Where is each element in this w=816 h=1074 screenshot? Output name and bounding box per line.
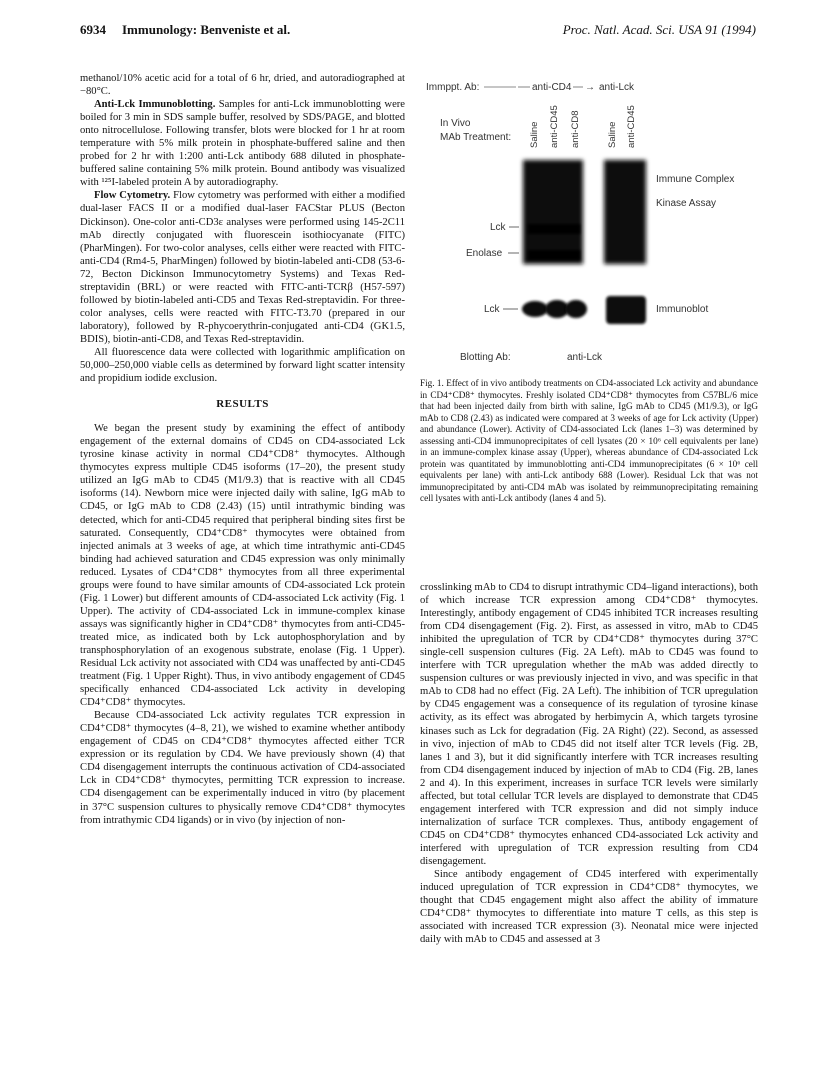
journal-citation: Proc. Natl. Acad. Sci. USA 91 (1994) [562,22,756,37]
paragraph-flow-cytometry [80,189,405,346]
paragraph-fluorescence: All fluorescence data were collected with logarithmic amplification on 50,000–250,000 viable cells as determined by forward light scatter intensity and propidium iodide exclusion. [80,346,405,385]
blot-band-3 [565,300,587,318]
immppt-anti-lck: anti-Lck [599,82,635,93]
lck-band-upper [528,224,580,234]
lck-label-lower: Lck [484,304,500,315]
lane-label-1: Saline [529,121,540,148]
paragraph-methods-end: methanol/10% acetic acid for a total of 6 hr, dried, and autoradiographed at −80°C. [80,73,405,98]
kinase-assay-gel [523,160,646,264]
kinase-assay-label-2: Kinase Assay [656,198,717,209]
treatment-label-line1: In Vivo [440,118,471,129]
right-column [420,581,758,946]
enolase-band [528,250,580,260]
blot-band-4-5 [606,296,646,324]
kinase-lanes-4-5 [604,160,646,264]
page-number: 6934 [80,22,106,37]
immunoblot-label: Immunoblot [656,304,709,315]
caption-lead: Fig. 1. [420,378,444,388]
section-title: Immunology: Benveniste et al. [122,22,291,37]
lane-label-4: Saline [607,121,618,148]
paragraph-immunoblotting [80,98,405,189]
lane-label-5: anti-CD45 [626,105,637,148]
kinase-lanes-1-3 [523,160,583,264]
paragraph-results-2: Because CD4-associated Lck activity regulates TCR expression in CD4⁺CD8⁺ thymocytes (4–8, 21), we wished to examine whether antibody engagement of CD45 on CD4⁺CD8⁺ thymocytes affected either TCR expression or its regulation by CD4. We have previously shown (4) that CD4 disengagement interrupts the continuous activation of CD4-associated Lck in CD4⁺CD8⁺ thymocytes, permitting TCR expression to increase. CD4 disengagement can be experimentally induced in vitro (by placement in 37°C suspension cultures to physically remove CD4⁺CD8⁺ thymocytes from intrathymic CD4 ligands) or in vivo (by injection of non- [80,710,405,826]
blotting-ab-label: Blotting Ab: [460,352,511,363]
immunoblot-gel [522,296,646,324]
immunoblotting-text: Samples for anti-Lck immunoblotting were boiled for 3 min in SDS sample buffer, resolved by SDS/PAGE, and blotted onto nitrocellulose. Following transfer, blots were blocked for 1 hr at room temperature with 5% milk protein in phosphate-buffered saline and then probed for 2 hr with 1:200 anti-Lck antibody 688 diluted in phosphate-buffered saline containing 5% milk protein. Bound antibody was visualized with ¹²⁵I-labeled protein A by autoradiography. [80,99,406,189]
kinase-assay-label-1: Immune Complex [656,174,735,185]
enolase-label: Enolase [466,248,503,259]
immppt-anti-cd4: anti-CD4 [532,82,572,93]
runin-heading-flow-cytometry: Flow Cytometry. [94,190,171,202]
caption-text: Effect of in vivo antibody treatments on CD4-associated Lck activity and abundance in CD4⁺CD8⁺ thymocytes. Freshly isolated CD4⁺CD8⁺ thymocytes from C57BL/6 mice that had been injected daily from birth with saline, IgG mAb to CD45 (M1/9.3), or IgG mAb to CD8 (2.43) as indicated were compared at 3 weeks of age for Lck activity (Upper) and abundance (Lower). Activity of CD4-associated Lck (lanes 1–3) was determined by assessing anti-CD4 immunoprecipitates of cell lysates (20 × 10⁶ cell equivalents per lane) in an immune-complex kinase assay (Upper), whereas abundance of CD4-associated Lck protein was quantitated by immunoblotting anti-CD4 immunoprecipitates (6 × 10⁶ cell equivalents per lane) with anti-Lck antibody 688 (Lower). Residual Lck that was not immunoprecipitated by anti-CD4 mAb was isolated by reimmunoprecipitating remaining cell lysates with anti-Lck antibody (lanes 4 and 5). [420,378,758,503]
lane-label-2: anti-CD45 [549,105,560,148]
figure-1-gel [420,72,758,372]
flow-cytometry-text: Flow cytometry was performed with either a modified dual-laser FACS II or a modified dual-laser FACStar PLUS (Becton Dickinson). One-color anti-CD3ε analyses were performed using 145-2C11 mAb directly conjugated with fluorescein isothiocyanate (FITC) (PharMingen). For two-color analyses, cells either were reacted with FITC-anti-CD4 (Rm4-5, PharMingen) followed by biotin-labeled anti-CD8 (53-6-72, Becton Dickinson Immunocytometry Systems) and Texas Red-streptavidin (BRL) or were reacted with FITC-anti-TCRβ (H57-597) followed by biotin-labeled anti-CD5 and Texas Red-streptavidin. For three-color analyses, cells were reacted with FITC-T3.70 (prepared in our laboratory), followed by R-phycoerythrin-conjugated anti-CD4 (GK1.5, BDIS), biotin-anti-CD8, and Texas Red-streptavidin. [80,190,405,345]
figure-1 [420,72,758,372]
treatment-label-line2: MAb Treatment: [440,132,512,143]
paragraph-right-1: crosslinking mAb to CD4 to disrupt intrathymic CD4–ligand interactions), both of which increase TCR expression among CD4⁺CD8⁺ thymocytes. Interestingly, antibody engagement of CD45 inhibited TCR increases resulting from CD4 disengagement (Fig. 2). First, as assessed in vitro, mAb to CD45 inhibited the upregulation of TCR by CD4⁺CD8⁺ thymocytes during 37°C single-cell suspension cultures (Fig. 2A Left). mAb to CD45 was found to interfere with TCR upregulation whether the mAb was added directly to suspension cultures or was previously injected in vivo, and was specific in that mAb to CD8 had no effect (Fig. 2A Left). The inhibition of TCR upregulation by CD45 engagement was a consequence of its regulation of tyrosine kinase activity, as its effect was abrogated by herbimycin A, which targets tyrosine kinases such as Lck for degradation (Fig. 2A Right) (22). Second, as assessed in vivo, injection of mAb to CD45 did not itself alter TCR levels (Fig. 2B, lanes 1 and 3), but it did significantly interfere with TCR increases resulting from CD4 disengagement induced by injection of mAb to CD4 (Fig. 2B, lanes 2 and 4). In this experiment, increases in surface TCR levels were similarly affected, but total cellular TCR levels are displayed to demonstrate that CD45 engagement interfered with TCR expression and did not simply induce internalization of surface TCR complexes. Thus, antibody engagement of CD45 on CD4⁺CD8⁺ thymocytes enhanced CD4-associated Lck activity and interfered with upregulation of TCR expression resulting from CD4 disengagement. [420,582,758,867]
lck-label-upper: Lck [490,222,506,233]
paragraph-right-2: Since antibody engagement of CD45 interfered with experimentally induced upregulation of TCR expression in CD4⁺CD8⁺ thymocytes, we thought that CD45 engagement might also affect the ability of immature CD4⁺CD8⁺ thymocytes to differentiate into mature T cells, as this step is associated with increased TCR expression (3). Neonatal mice were injected daily with mAb to CD45 and assessed at 3 [420,869,758,946]
blot-band-1 [522,301,548,317]
immppt-ab-label: Immppt. Ab: [426,82,480,93]
page-header [80,22,756,42]
results-heading: RESULTS [216,398,269,411]
lane-label-3: anti-CD8 [570,110,581,148]
figure-1-caption [420,378,758,505]
left-column [80,72,405,827]
runin-heading-immunoblotting: Anti-Lck Immunoblotting. [94,99,216,111]
paragraph-results-1: We began the present study by examining the effect of antibody engagement of the external domains of CD45 on CD4-associated Lck tyrosine kinase activity in normal CD4⁺CD8⁺ thymocytes. Although thymocytes express multiple CD45 isoforms (17–20), the present study utilized an IgG mAb to CD45 (M1/9.3) that is reactive with all CD45 isoforms (14). Newborn mice were injected daily with saline, IgG mAb to CD45, or IgG mAb to CD8 (2.43) (15) until intrathymic binding was detected, which for anti-CD45 required that peripheral binding sites first be saturated. Consequently, CD4⁺CD8⁺ thymocytes were obtained from injected animals at 3 weeks of age, at which time intrathymic anti-CD45 binding had achieved saturation and CD45 expression was only minimally reduced. Lysates of CD4⁺CD8⁺ thymocytes from all three experimental groups were found to have similar amounts of CD4-associated Lck protein (Fig. 1 Lower) but different amounts of CD4-associated Lck activity (Fig. 1 Upper). The activity of CD4-associated Lck in immune-complex kinase assays was significantly higher in CD4⁺CD8⁺ thymocytes from anti-CD45-treated mice, as indicated both by Lck autophosphorylation and by transphosphorylation of an exogenous substrate, enolase (Fig. 1 Upper). Residual Lck activity not associated with CD4 was unaffected by anti-CD45 treatment (Fig. 1 Upper Right). Thus, in vivo antibody engagement of CD45 specifically enhanced CD4-associated Lck activity in developing CD4⁺CD8⁺ thymocytes. [80,423,405,709]
immppt-arrow: → [585,82,595,93]
blotting-ab-value: anti-Lck [567,352,603,363]
